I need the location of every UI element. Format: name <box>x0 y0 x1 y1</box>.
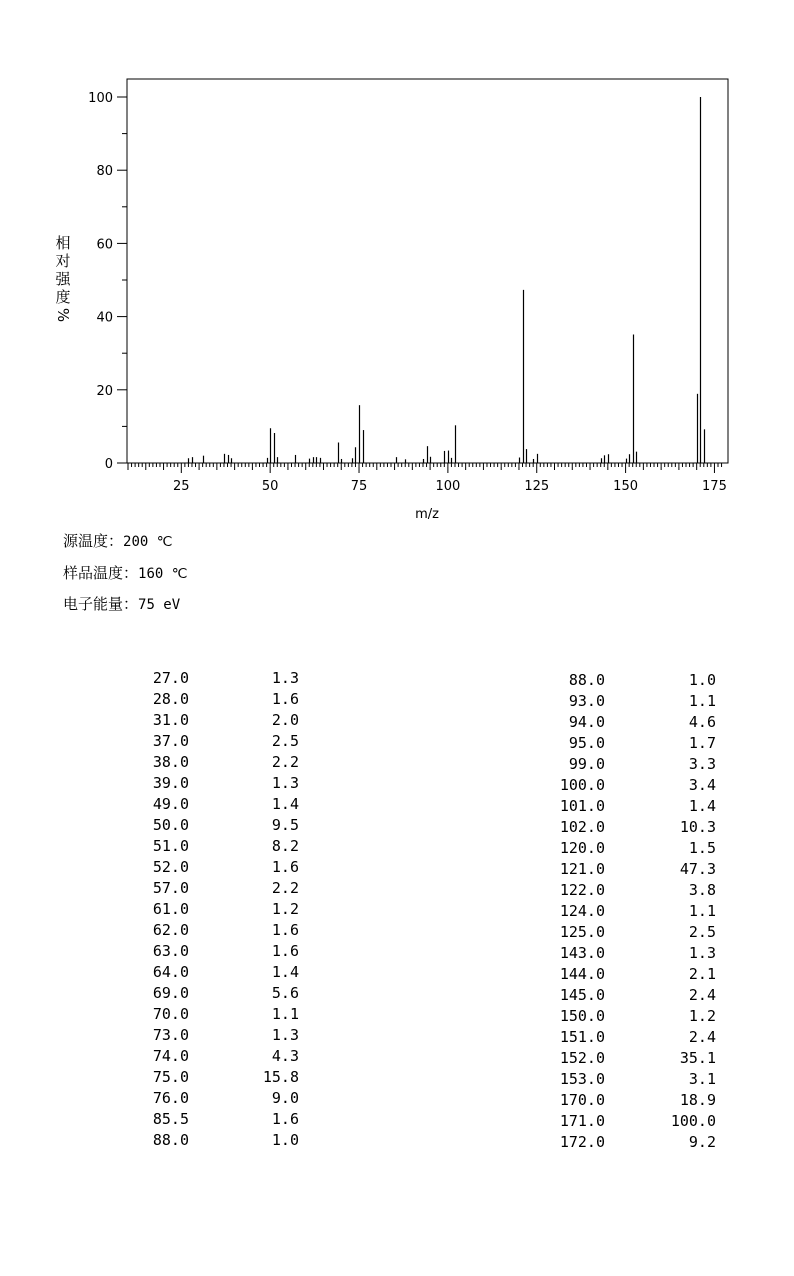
mz-value: 61.0 <box>152 900 189 918</box>
intensity-value: 35.1 <box>679 1049 716 1067</box>
mz-value: 27.0 <box>152 669 189 687</box>
intensity-value: 1.3 <box>271 669 299 687</box>
intensity-value: 15.8 <box>262 1068 299 1086</box>
mz-value: 150.0 <box>559 1007 605 1025</box>
mz-value: 85.5 <box>152 1110 189 1128</box>
mz-value: 88.0 <box>568 671 605 689</box>
mz-value: 51.0 <box>152 837 189 855</box>
table-row <box>0 733 794 754</box>
intensity-value: 18.9 <box>679 1091 716 1109</box>
intensity-value: 1.3 <box>271 774 299 792</box>
intensity-value: 4.6 <box>688 713 716 731</box>
table-row <box>0 1111 794 1132</box>
mz-value: 144.0 <box>559 965 605 983</box>
table-row <box>0 817 794 838</box>
x-tick-label: 175 <box>702 479 727 494</box>
mz-value: 93.0 <box>568 692 605 710</box>
intensity-value: 1.1 <box>688 692 716 710</box>
mz-value: 73.0 <box>152 1026 189 1044</box>
mz-value: 145.0 <box>559 986 605 1004</box>
intensity-value: 1.0 <box>271 1131 299 1149</box>
intensity-value: 2.0 <box>271 711 299 729</box>
mz-value: 152.0 <box>559 1049 605 1067</box>
table-row <box>0 859 794 880</box>
mz-value: 69.0 <box>152 984 189 1002</box>
intensity-value: 4.3 <box>271 1047 299 1065</box>
table-row <box>0 964 794 985</box>
intensity-value: 1.6 <box>271 690 299 708</box>
sample-temperature-label: 样品温度： <box>63 564 139 582</box>
x-axis <box>128 463 727 494</box>
intensity-value: 2.2 <box>271 753 299 771</box>
mz-value: 100.0 <box>559 776 605 794</box>
mz-value: 75.0 <box>152 1068 189 1086</box>
table-row <box>0 1090 794 1111</box>
intensity-value: 3.1 <box>688 1070 716 1088</box>
mz-value: 99.0 <box>568 755 605 773</box>
source-temperature-label: 源温度： <box>63 532 124 550</box>
y-axis-label-char: 度 <box>55 288 71 306</box>
intensity-value: 9.5 <box>271 816 299 834</box>
y-tick-label: 20 <box>96 383 113 399</box>
table-row <box>0 1132 794 1153</box>
table-row <box>0 775 794 796</box>
intensity-value: 1.6 <box>271 921 299 939</box>
intensity-value: 1.2 <box>271 900 299 918</box>
y-axis-label <box>52 234 74 324</box>
intensity-value: 3.8 <box>688 881 716 899</box>
x-tick-label: 125 <box>524 479 550 494</box>
sample-temperature <box>63 563 187 584</box>
intensity-value: 1.3 <box>271 1026 299 1044</box>
y-axis <box>88 91 127 472</box>
mz-value: 143.0 <box>559 944 605 962</box>
mz-value: 102.0 <box>559 818 605 836</box>
intensity-value: 2.4 <box>688 986 716 1004</box>
table-row <box>0 901 794 922</box>
y-axis-label-text <box>52 234 74 306</box>
y-axis-unit: % <box>53 307 72 323</box>
mz-value: 52.0 <box>152 858 189 876</box>
intensity-value: 8.2 <box>271 837 299 855</box>
x-tick-label: 50 <box>261 479 279 494</box>
x-tick-label: 150 <box>613 479 639 494</box>
intensity-value: 9.2 <box>688 1133 716 1151</box>
y-axis-label-char: 对 <box>55 252 71 270</box>
mz-value: 121.0 <box>559 860 605 878</box>
mz-value: 88.0 <box>152 1131 189 1149</box>
table-row <box>0 838 794 859</box>
intensity-value: 1.2 <box>688 1007 716 1025</box>
mz-value: 122.0 <box>559 881 605 899</box>
table-row <box>0 796 794 817</box>
mz-value: 63.0 <box>152 942 189 960</box>
intensity-value: 1.4 <box>271 963 299 981</box>
intensity-value: 2.1 <box>688 965 716 983</box>
y-tick-label: 80 <box>96 164 113 180</box>
mz-value: 76.0 <box>152 1089 189 1107</box>
mz-value: 95.0 <box>568 734 605 752</box>
intensity-value: 1.6 <box>271 1110 299 1128</box>
source-temperature <box>63 531 172 552</box>
intensity-value: 1.5 <box>688 839 716 857</box>
mz-value: 38.0 <box>152 753 189 771</box>
mz-value: 125.0 <box>559 923 605 941</box>
table-row <box>0 691 794 712</box>
intensity-value: 1.1 <box>688 902 716 920</box>
x-tick-label: 75 <box>350 479 368 494</box>
table-row <box>0 922 794 943</box>
mz-value: 62.0 <box>152 921 189 939</box>
table-row <box>0 880 794 901</box>
electron-energy-value: 75 eV <box>138 597 181 613</box>
mz-value: 170.0 <box>559 1091 605 1109</box>
table-row <box>0 754 794 775</box>
mz-value: 151.0 <box>559 1028 605 1046</box>
mz-value: 172.0 <box>559 1133 605 1151</box>
table-row <box>0 670 794 691</box>
mz-value: 120.0 <box>559 839 605 857</box>
x-tick-label: 100 <box>435 479 461 494</box>
mz-value: 49.0 <box>152 795 189 813</box>
intensity-value: 47.3 <box>679 860 716 878</box>
plot-frame <box>127 79 728 463</box>
intensity-value: 100.0 <box>670 1112 716 1130</box>
mz-value: 153.0 <box>559 1070 605 1088</box>
table-row <box>0 1069 794 1090</box>
electron-energy <box>63 594 180 615</box>
mz-value: 57.0 <box>152 879 189 897</box>
intensity-value: 10.3 <box>679 818 716 836</box>
source-temperature-value: 200 ℃ <box>123 534 173 550</box>
mz-value: 124.0 <box>559 902 605 920</box>
intensity-value: 3.4 <box>688 776 716 794</box>
mz-value: 74.0 <box>152 1047 189 1065</box>
mz-value: 31.0 <box>152 711 189 729</box>
mz-value: 28.0 <box>152 690 189 708</box>
mz-value: 70.0 <box>152 1005 189 1023</box>
table-row <box>0 1027 794 1048</box>
intensity-value: 2.5 <box>688 923 716 941</box>
mz-value: 39.0 <box>152 774 189 792</box>
intensity-value: 1.1 <box>271 1005 299 1023</box>
x-tick-label: 25 <box>173 479 190 494</box>
mz-value: 101.0 <box>559 797 605 815</box>
table-row <box>0 712 794 733</box>
y-axis-label-char: 强 <box>55 270 71 288</box>
mass-spectrum-chart <box>0 0 794 530</box>
y-tick-label: 0 <box>104 457 113 472</box>
y-axis-label-char: 相 <box>55 234 71 252</box>
mz-value: 94.0 <box>568 713 605 731</box>
intensity-value: 9.0 <box>271 1089 299 1107</box>
table-row <box>0 943 794 964</box>
intensity-value: 1.6 <box>271 942 299 960</box>
peak-series <box>189 97 705 463</box>
mz-value: 64.0 <box>152 963 189 981</box>
table-row <box>0 1048 794 1069</box>
mz-value: 50.0 <box>152 816 189 834</box>
intensity-value: 2.5 <box>271 732 299 750</box>
intensity-value: 1.4 <box>271 795 299 813</box>
y-tick-label: 60 <box>96 237 113 253</box>
mz-value: 37.0 <box>152 732 189 750</box>
intensity-value: 3.3 <box>688 755 716 773</box>
x-axis-label: m/z <box>415 507 439 522</box>
table-row <box>0 1006 794 1027</box>
intensity-value: 5.6 <box>271 984 299 1002</box>
mz-value: 171.0 <box>559 1112 605 1130</box>
sample-temperature-value: 160 ℃ <box>138 566 188 582</box>
intensity-value: 1.6 <box>271 858 299 876</box>
intensity-value: 2.2 <box>271 879 299 897</box>
intensity-value: 1.3 <box>688 944 716 962</box>
intensity-value: 1.4 <box>688 797 716 815</box>
table-row <box>0 985 794 1006</box>
y-tick-label: 40 <box>96 310 113 326</box>
intensity-value: 1.0 <box>688 671 716 689</box>
intensity-value: 2.4 <box>688 1028 716 1046</box>
intensity-value: 1.7 <box>688 734 716 752</box>
y-tick-label: 100 <box>88 91 113 106</box>
electron-energy-label: 电子能量： <box>63 595 139 613</box>
